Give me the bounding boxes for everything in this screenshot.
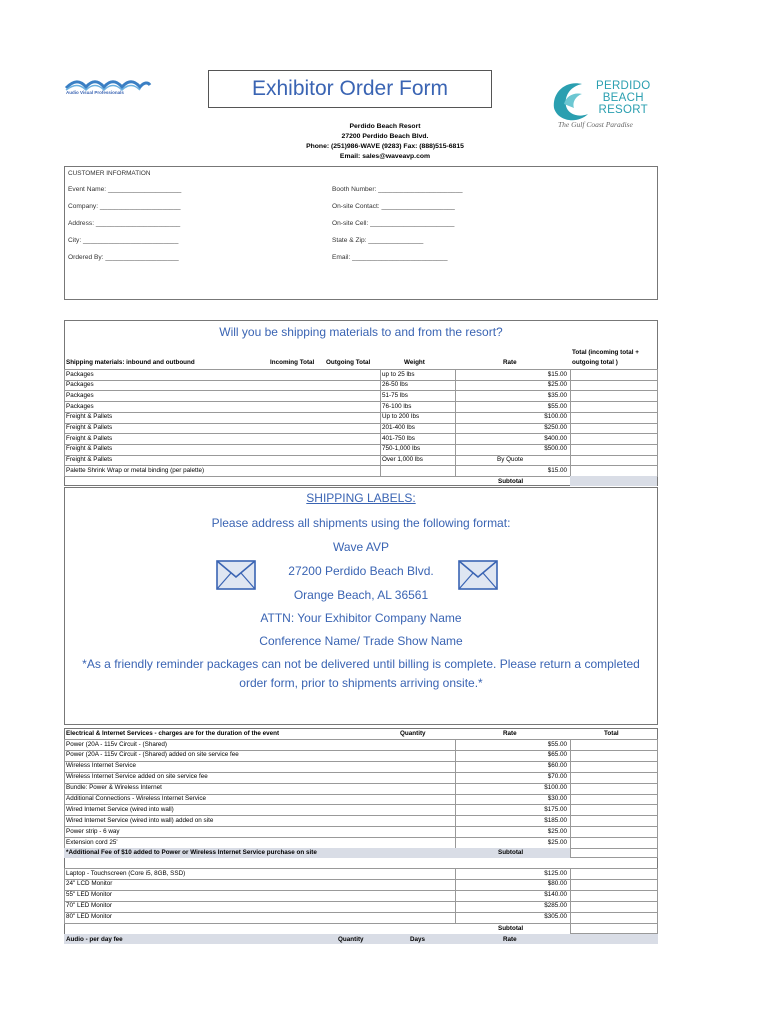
electrical-row-quantity-cell[interactable] [380, 838, 454, 848]
electrical-row-rate: $55.00 [547, 740, 567, 748]
electrical-row-item: Wireless Internet Service added on site service fee [66, 773, 208, 781]
grid-line-horizontal [64, 890, 658, 891]
label-line: 27200 Perdido Beach Blvd. [288, 564, 434, 578]
shipping-row-weight: up to 25 lbs [382, 370, 415, 378]
grid-line-horizontal [64, 923, 658, 924]
grid-line-horizontal [64, 761, 658, 762]
shipping-row-total-cell[interactable] [571, 370, 657, 380]
grid-line-horizontal [64, 433, 658, 434]
av-row-rate: $285.00 [544, 902, 567, 910]
shipping-labels-heading: SHIPPING LABELS: [306, 491, 416, 505]
electrical-row-item: Power (20A - 115v Circuit - (Shared) [66, 740, 168, 748]
av-row-total-cell[interactable] [571, 913, 657, 923]
onsite-cell-field[interactable]: On-site Cell: _______________________ [332, 220, 455, 227]
electrical-row-rate: $25.00 [547, 838, 567, 846]
shipping-row-item: Packages [66, 381, 94, 389]
shipping-row-total-cell[interactable] [571, 381, 657, 391]
customer-info-heading: CUSTOMER INFORMATION [68, 170, 151, 177]
electrical-row-item: Wireless Internet Service [66, 762, 136, 770]
electrical-row-quantity-cell[interactable] [380, 773, 454, 783]
electrical-row-quantity-cell[interactable] [380, 740, 454, 750]
av-row-item: Laptop - Touchscreen (Core i5, 8GB, SSD) [66, 869, 186, 877]
electrical-row-total-cell[interactable] [571, 762, 657, 772]
electrical-row-total-cell[interactable] [571, 816, 657, 826]
electrical-subtotal-cell[interactable] [570, 848, 658, 858]
grid-line-horizontal [64, 401, 658, 402]
event-name-field[interactable]: Event Name: ____________________ [68, 186, 182, 193]
shipping-row-item: Freight & Pallets [66, 445, 113, 453]
electrical-header-total: Total [604, 730, 619, 737]
address-line: Perdido Beach Resort [349, 123, 421, 130]
reminder-line: order form, prior to shipments arriving onsite.* [239, 676, 483, 690]
right-logo-tagline: The Gulf Coast Paradise [558, 120, 633, 129]
electrical-header-quantity: Quantity [400, 730, 426, 737]
booth-number-field[interactable]: Booth Number: _______________________ [332, 186, 463, 193]
shipping-row-weight: 76-100 lbs [382, 402, 412, 410]
electrical-row-quantity-cell[interactable] [380, 827, 454, 837]
av-row-item: 70" LED Monitor [66, 902, 112, 910]
shipping-row-total-cell[interactable] [571, 445, 657, 455]
shipping-header-total-2: outgoing total ) [572, 359, 618, 366]
electrical-row-total-cell[interactable] [571, 805, 657, 815]
grid-line-horizontal [64, 444, 658, 445]
grid-line-horizontal [64, 390, 658, 391]
electrical-row-quantity-cell[interactable] [380, 762, 454, 772]
shipping-row-item: Packages [66, 402, 94, 410]
shipping-row-weight: 51-75 lbs [382, 391, 408, 399]
shipping-row-rate: $500.00 [544, 445, 567, 453]
shipping-row-rate: $250.00 [544, 424, 567, 431]
grid-line-horizontal [64, 826, 658, 827]
audio-header-item: Audio - per day fee [66, 936, 123, 943]
av-row-total-cell[interactable] [571, 891, 657, 901]
electrical-row-quantity-cell[interactable] [380, 816, 454, 826]
electrical-row-rate: $70.00 [547, 773, 567, 781]
left-logo-text: Audio Visual Professionals [66, 90, 124, 95]
grid-line-horizontal [64, 412, 658, 413]
page-title: Exhibitor Order Form [251, 77, 449, 100]
shipping-row-item: Palette Shrink Wrap or metal binding (per palette) [66, 466, 205, 474]
electrical-row-quantity-cell[interactable] [380, 784, 454, 794]
grid-line-vertical [657, 868, 658, 923]
title-box [208, 70, 492, 108]
av-row-total-cell[interactable] [571, 880, 657, 890]
shipping-row-rate: $15.00 [547, 466, 567, 474]
grid-line-horizontal [64, 423, 658, 424]
electrical-row-total-cell[interactable] [571, 838, 657, 848]
label-line: Orange Beach, AL 36561 [293, 588, 429, 602]
right-logo-line: PERDIDO [596, 80, 651, 92]
shipping-row-rate: $55.00 [547, 402, 567, 410]
av-row-item: 80" LED Monitor [66, 913, 112, 921]
right-logo-line: RESORT [598, 104, 648, 116]
shipping-row-item: Packages [66, 391, 94, 399]
shipping-row-total-cell[interactable] [571, 434, 657, 444]
envelope-icon [216, 560, 256, 590]
shipping-header-total-1: Total (incoming total + [572, 349, 639, 356]
av-row-rate: $305.00 [544, 913, 567, 921]
electrical-note: *Additional Fee of $10 added to Power or Wireless Internet Service purchase on site [66, 849, 317, 856]
grid-line-horizontal [64, 901, 658, 902]
electrical-row-rate: $185.00 [544, 816, 567, 824]
grid-line-vertical [64, 868, 65, 923]
electrical-row-total-cell[interactable] [571, 827, 657, 837]
electrical-row-item: Power (20A - 115v Circuit - (Shared) added on site service fee [66, 751, 239, 759]
label-line: ATTN: Your Exhibitor Company Name [260, 611, 462, 625]
av-subtotal-label: Subtotal [498, 925, 524, 932]
right-logo-name [596, 80, 651, 116]
electrical-row-item: Bundle: Power & Wireless Internet [66, 784, 162, 792]
onsite-contact-field[interactable]: On-site Contact: ____________________ [332, 203, 455, 210]
av-row-item: 24" LCD Monitor [66, 880, 113, 888]
shipping-subtotal-cell[interactable] [570, 476, 657, 486]
shipping-row-total-cell[interactable] [571, 456, 657, 466]
electrical-row-total-cell[interactable] [571, 773, 657, 783]
address-field[interactable]: Address: _______________________ [68, 220, 181, 227]
shipping-row-total-cell[interactable] [571, 413, 657, 423]
shipping-row-weight: 201-400 lbs [382, 424, 415, 431]
electrical-header-rate: Rate [503, 730, 517, 737]
shipping-row-rate: $35.00 [547, 391, 567, 399]
electrical-row-rate: $100.00 [544, 784, 567, 792]
grid-line-horizontal [64, 476, 658, 477]
audio-header-rate: Rate [503, 936, 517, 943]
shipping-row-weight: 750-1,000 lbs [382, 445, 421, 453]
electrical-row-total-cell[interactable] [571, 751, 657, 761]
electrical-row-rate: $65.00 [547, 751, 567, 759]
shipping-header-item: Shipping materials: inbound and outbound [66, 359, 195, 366]
shipping-row-total-cell[interactable] [571, 424, 657, 434]
address-line: Phone: (251)986-WAVE (9283) Fax: (888)515-6815 [306, 143, 464, 150]
grid-line-horizontal [64, 369, 658, 370]
shipping-row-weight: 401-750 lbs [382, 434, 415, 442]
envelope-icon [458, 560, 498, 590]
electrical-row-item: Wired Internet Service (wired into wall) [66, 805, 174, 813]
shipping-row-total-cell[interactable] [571, 391, 657, 401]
av-subtotal-cell[interactable] [570, 923, 658, 934]
av-row-total-cell[interactable] [571, 869, 657, 879]
av-row-rate: $80.00 [547, 880, 567, 888]
electrical-row-rate: $175.00 [544, 805, 567, 813]
grid-line-horizontal [64, 380, 658, 381]
city-field[interactable]: City: __________________________ [68, 237, 179, 244]
electrical-row-total-cell[interactable] [571, 795, 657, 805]
shipping-row-item: Packages [66, 370, 94, 378]
electrical-row-item: Additional Connections - Wireless Internet Service [66, 795, 206, 802]
address-line: 27200 Perdido Beach Blvd. [341, 133, 429, 140]
grid-line-horizontal [64, 912, 658, 913]
shipping-header-rate: Rate [503, 359, 517, 366]
grid-line-horizontal [64, 879, 658, 880]
electrical-row-quantity-cell[interactable] [380, 805, 454, 815]
shipping-row-rate: $25.00 [547, 381, 567, 389]
audio-header-days: Days [410, 936, 426, 943]
electrical-row-total-cell[interactable] [571, 784, 657, 794]
grid-line-horizontal [64, 455, 658, 456]
right-logo-line: BEACH [602, 92, 644, 104]
shipping-row-item: Freight & Pallets [66, 456, 113, 464]
shipping-row-weight: Over 1,000 lbs [382, 456, 423, 464]
shipping-row-rate: $15.00 [547, 370, 567, 378]
electrical-row-item: Power strip - 6 way [66, 827, 120, 835]
electrical-row-rate: $25.00 [547, 827, 567, 835]
ordered-by-field[interactable]: Ordered By: ____________________ [68, 254, 179, 261]
shipping-row-item: Freight & Pallets [66, 424, 113, 431]
grid-line-horizontal [64, 837, 658, 838]
electrical-row-total-cell[interactable] [571, 740, 657, 750]
shipping-row-item: Freight & Pallets [66, 413, 113, 421]
electrical-subtotal-label: Subtotal [498, 849, 524, 856]
reminder-line: *As a friendly reminder packages can not be delivered until billing is complete. Please return a completed [82, 657, 640, 671]
shipping-section [64, 320, 658, 486]
shipping-row-total-cell[interactable] [571, 466, 657, 476]
av-row-item: 55" LED Monitor [66, 891, 112, 899]
label-line: Please address all shipments using the following format: [211, 516, 511, 530]
audio-header-quantity: Quantity [338, 936, 364, 943]
shipping-row-weight: 26-50 lbs [382, 381, 408, 389]
shipping-header-outgoing: Outgoing Total [326, 359, 371, 366]
shipping-row-rate: By Quote [497, 456, 524, 464]
email-field[interactable]: Email: __________________________ [332, 254, 448, 261]
shipping-row-rate: $400.00 [544, 434, 567, 442]
electrical-row-rate: $30.00 [547, 795, 567, 802]
company-field[interactable]: Company: ______________________ [68, 203, 181, 210]
shipping-header-incoming: Incoming Total [270, 359, 315, 366]
electrical-row-item: Wired Internet Service (wired into wall) added on site [66, 816, 214, 824]
av-row-total-cell[interactable] [571, 902, 657, 912]
av-row-rate: $140.00 [544, 891, 567, 899]
electrical-row-quantity-cell[interactable] [380, 795, 454, 805]
label-line: Wave AVP [332, 540, 390, 554]
av-row-rate: $125.00 [544, 869, 567, 877]
electrical-header-item: Electrical & Internet Services - charges are for the duration of the event [66, 730, 280, 737]
electrical-row-rate: $60.00 [547, 762, 567, 770]
shipping-header-weight: Weight [404, 359, 425, 366]
electrical-row-item: Extension cord 25' [66, 838, 118, 846]
label-line: Conference Name/ Trade Show Name [259, 634, 463, 648]
shipping-question: Will you be shipping materials to and from the resort? [219, 325, 503, 339]
state-zip-field[interactable]: State & Zip: _______________ [332, 237, 424, 244]
shipping-row-total-cell[interactable] [571, 402, 657, 412]
electrical-row-quantity-cell[interactable] [380, 751, 454, 761]
shipping-row-rate: $100.00 [544, 413, 567, 421]
shipping-row-weight: Up to 200 lbs [382, 413, 420, 421]
shipping-subtotal-label: Subtotal [498, 478, 524, 485]
shipping-row-item: Freight & Pallets [66, 434, 113, 442]
address-line: Email: sales@waveavp.com [339, 153, 431, 160]
